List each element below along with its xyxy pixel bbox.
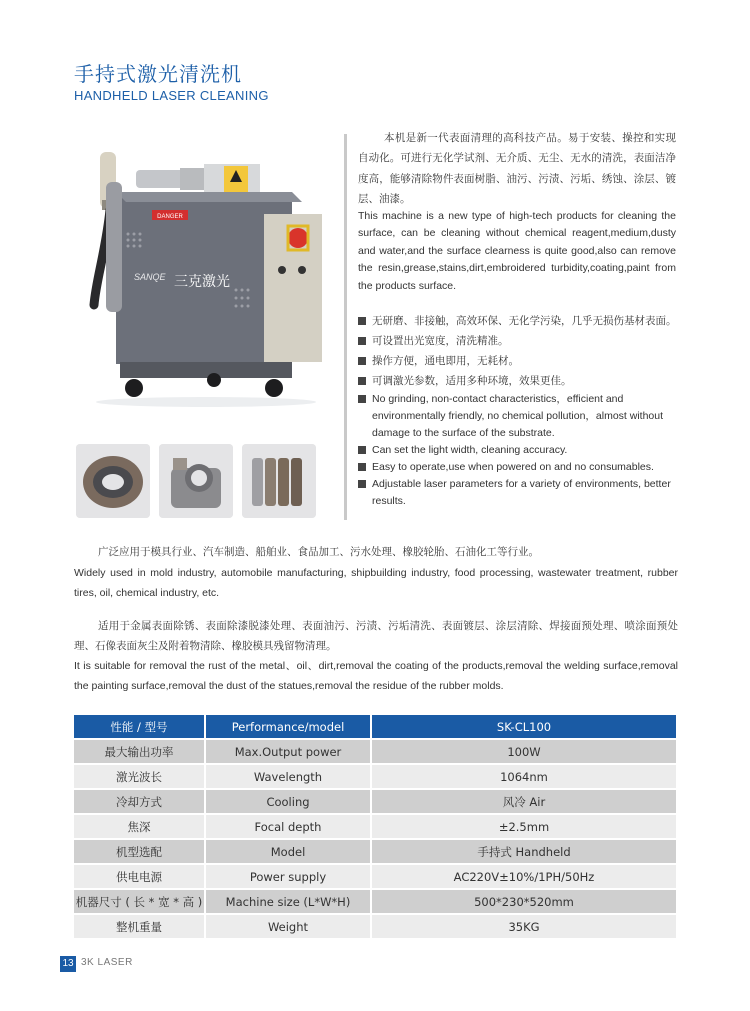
list-item xyxy=(358,459,678,476)
page-number: 13 xyxy=(60,956,76,972)
feature-text: Can set the light width, cleaning accuracy. xyxy=(372,444,568,456)
bullet-square-icon xyxy=(358,317,366,325)
feature-text: 操作方便，通电即用，无耗材。 xyxy=(372,355,519,367)
applications-cn: 适用于金属表面除锈、表面除漆脱漆处理、表面油污、污渍、污垢清洗、表面镀层、涂层清除、焊接面预处理、喷涂面预处理、石像表面灰尘及附着物清除、橡胶模具残留物清理。 xyxy=(74,620,678,652)
table-cell: Model xyxy=(206,840,372,863)
table-row xyxy=(74,840,676,863)
table-cell: Cooling xyxy=(206,790,372,813)
list-item xyxy=(358,371,678,391)
table-row xyxy=(74,915,676,938)
table-cell: Weight xyxy=(206,915,372,938)
bullet-square-icon xyxy=(358,446,366,454)
wheel-icon xyxy=(207,373,221,387)
list-item xyxy=(358,391,678,442)
table-cell: Max.Output power xyxy=(206,740,372,763)
feature-list-en xyxy=(358,391,678,510)
table-row xyxy=(74,890,676,913)
table-row xyxy=(74,740,676,763)
product-image xyxy=(76,130,338,436)
bullet-square-icon xyxy=(358,395,366,403)
table-cell: AC220V±10%/1PH/50Hz xyxy=(372,865,676,888)
table-cell: 激光波长 xyxy=(74,765,206,788)
feature-list-cn xyxy=(358,311,678,391)
table-cell: 35KG xyxy=(372,915,676,938)
bullet-square-icon xyxy=(358,463,366,471)
description-en: This machine is a new type of high-tech products for cleaning the surface, can be cleaning without chemical reagent,medium,dusty and water,and the surface clearness is quite good,also can remove the resin,grease,stains,dirt,embroidered turbidity,coating,paint from the products surface. xyxy=(358,210,676,292)
table-row xyxy=(74,790,676,813)
page-title-en: HANDHELD LASER CLEANING xyxy=(74,88,269,103)
bullet-square-icon xyxy=(358,337,366,345)
footer-brand: 3K LASER xyxy=(81,957,133,968)
laser-head xyxy=(136,170,186,188)
spec-table xyxy=(74,713,676,940)
emergency-stop-button xyxy=(288,228,308,248)
table-header-row xyxy=(74,715,676,738)
table-cell: 1064nm xyxy=(372,765,676,788)
table-cell: Power supply xyxy=(206,865,372,888)
wheel-icon xyxy=(125,379,143,397)
feature-text: 无研磨、非接触，高效环保、无化学污染，几乎无损伤基材表面。 xyxy=(372,315,677,327)
table-cell: 机型选配 xyxy=(74,840,206,863)
feature-text: 可设置出光宽度，清洗精准。 xyxy=(372,335,509,347)
bullet-square-icon xyxy=(358,480,366,488)
sample-thumbnail-rods xyxy=(242,444,316,518)
table-cell: Focal depth xyxy=(206,815,372,838)
table-cell: 焦深 xyxy=(74,815,206,838)
table-cell: 最大输出功率 xyxy=(74,740,206,763)
brand-logo-cn: 三克激光 xyxy=(174,274,230,290)
table-header-cell: Performance/model xyxy=(206,715,372,738)
sample-thumbnail-ring xyxy=(76,444,150,518)
page-title-cn: 手持式激光清洗机 xyxy=(74,62,242,86)
list-item xyxy=(358,351,678,371)
table-cell: 机器尺寸 ( 长 * 宽 * 高 ) xyxy=(74,890,206,913)
table-cell: ±2.5mm xyxy=(372,815,676,838)
industries-en: Widely used in mold industry, automobile manufacturing, shipbuilding industry, food processing, wastewater treatment, rubber tires, oil, chemical industry, etc. xyxy=(74,567,678,599)
table-cell: Wavelength xyxy=(206,765,372,788)
feature-text: No grinding, non-contact characteristics，efficient and environmentally friendly, no chemical pollution，almost without damage to the surface of the substrate. xyxy=(372,393,664,439)
warning-label-text: DANGER xyxy=(157,214,183,220)
industries-cn: 广泛应用于模具行业、汽车制造、船舶业、食品加工、污水处理、橡胶轮胎、石油化工等行业。 xyxy=(98,546,539,558)
table-cell: Machine size (L*W*H) xyxy=(206,890,372,913)
table-header-cell: 性能 / 型号 xyxy=(74,715,206,738)
wheel-icon xyxy=(265,379,283,397)
list-item xyxy=(358,331,678,351)
table-header-cell: SK-CL100 xyxy=(372,715,676,738)
sample-thumbnail-bracket xyxy=(159,444,233,518)
table-cell: 整机重量 xyxy=(74,915,206,938)
brand-logo-en: SANQE xyxy=(134,272,166,282)
table-row xyxy=(74,815,676,838)
description-cn: 本机是新一代表面清理的高科技产品。易于安装、操控和实现自动化。可进行无化学试剂、无介质、无尘、无水的清洗，表面洁净度高，能够清除物件表面树脂、油污、污渍、污垢、绣蚀、涂层、镀层、油漆。 xyxy=(358,132,676,206)
bullet-square-icon xyxy=(358,357,366,365)
applications-en: It is suitable for removal the rust of the metal、oil、dirt,removal the coating of the products,removal the welding surface,removal the painting surface,removal the dust of the statues,removal the residue of the rubber molds. xyxy=(74,660,678,692)
feature-text: Adjustable laser parameters for a variety of environments, better results. xyxy=(372,478,671,507)
list-item xyxy=(358,442,678,459)
table-cell: 100W xyxy=(372,740,676,763)
table-cell: 冷却方式 xyxy=(74,790,206,813)
feature-text: Easy to operate,use when powered on and no consumables. xyxy=(372,461,654,473)
table-row xyxy=(74,765,676,788)
table-cell: 供电电源 xyxy=(74,865,206,888)
list-item xyxy=(358,476,678,510)
table-cell: 手持式 Handheld xyxy=(372,840,676,863)
bullet-square-icon xyxy=(358,377,366,385)
table-row xyxy=(74,865,676,888)
divider-line xyxy=(344,134,347,520)
table-cell: 500*230*520mm xyxy=(372,890,676,913)
feature-text: 可调激光参数，适用多种环境，效果更佳。 xyxy=(372,375,572,387)
table-cell: 风冷 Air xyxy=(372,790,676,813)
list-item xyxy=(358,311,678,331)
